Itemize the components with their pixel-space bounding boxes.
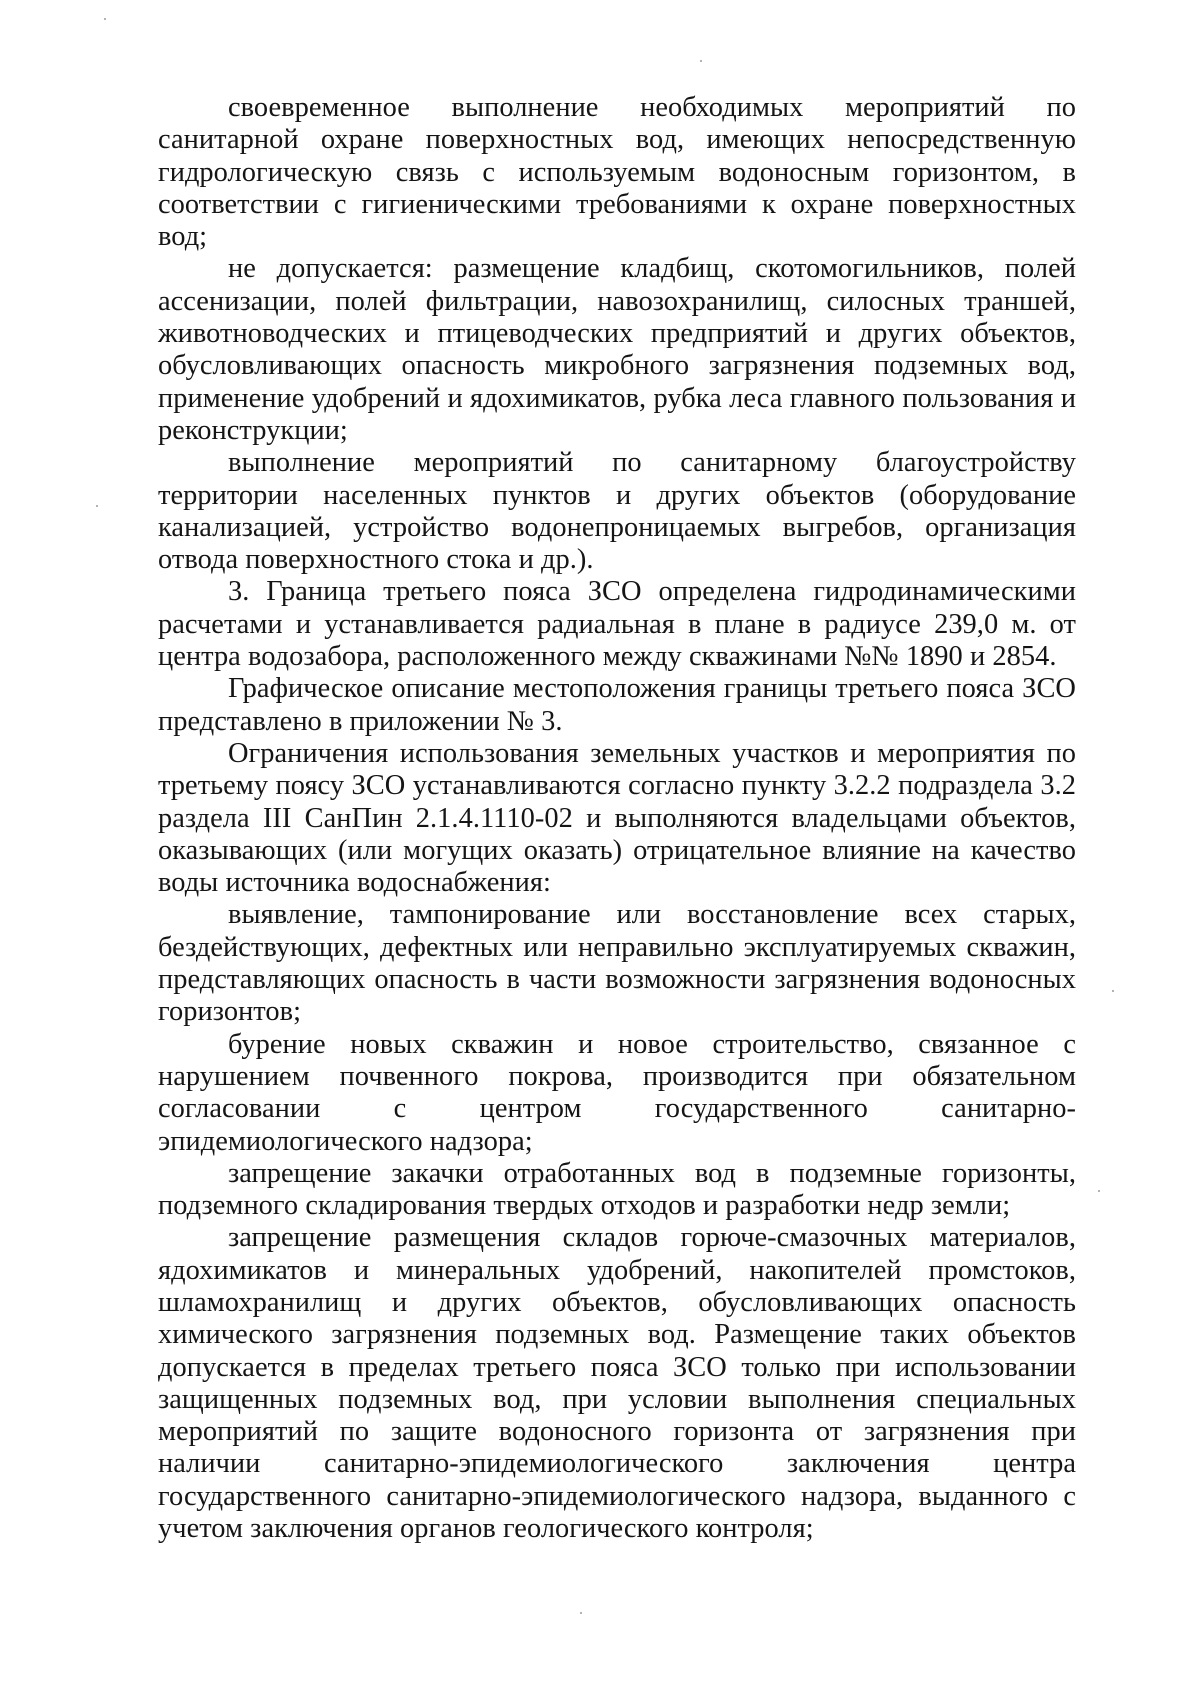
paragraph-prohibited-placement: не допускается: размещение кладбищ, скотомогильников, полей ассенизации, полей фильтрации, навозохранилищ, силосных траншей, животноводческих и птицеводческих предприятий и других объектов, обусловливающих опасность микробного загрязнения подземных вод, применение удобрений и ядохимикатов, рубка леса главного пользования и реконструкции; bbox=[158, 253, 1076, 446]
paragraph-storage-ban: запрещение размещения складов горюче-смазочных материалов, ядохимикатов и минеральных удобрений, накопителей промстоков, шламохранилищ и других объектов, обусловливающих опасность химического загрязнения подземных вод. Размещение таких объектов допускается в пределах третьего пояса ЗСО только при использовании защищенных подземных вод, при условии выполнения специальных мероприятий по защите водоносного горизонта от загрязнения при наличии санитарно-эпидемиологического заключения центра государственного санитарно-эпидемиологического надзора, выданного с учетом заключения органов геологического контроля; bbox=[158, 1222, 1076, 1545]
paragraph-surface-water-protection: своевременное выполнение необходимых мероприятий по санитарной охране поверхностных вод, имеющих непосредственную гидрологическую связь с используемым водоносным горизонтом, в соответствии с гигиеническими требованиями к охране поверхностных вод; bbox=[158, 92, 1076, 253]
paragraph-third-belt-boundary: 3. Граница третьего пояса ЗСО определена гидродинамическими расчетами и устанавливается радиальная в плане в радиусе 239,0 м. от центра водозабора, расположенного между скважинами №№ 1890 и 2854. bbox=[158, 576, 1076, 673]
paragraph-graphic-description: Графическое описание местоположения границы третьего пояса ЗСО представлено в приложении № 3. bbox=[158, 673, 1076, 737]
paragraph-injection-ban: запрещение закачки отработанных вод в подземные горизонты, подземного складирования твердых отходов и разработки недр земли; bbox=[158, 1157, 1076, 1222]
paragraph-sanitary-improvement: выполнение мероприятий по санитарному благоустройству территории населенных пунктов и других объектов (оборудование канализацией, устройство водонепроницаемых выгребов, организация отвода поверхностного стока и др.). bbox=[158, 447, 1076, 576]
paragraph-land-use-restrictions: Ограничения использования земельных участков и мероприятия по третьему поясу ЗСО устанавливаются согласно пункту 3.2.2 подраздела 3.2 раздела III СанПин 2.1.4.1110-02 и выполняются владельцами объектов, оказывающих (или могущих оказать) отрицательное влияние на качество воды источника водоснабжения: bbox=[158, 737, 1076, 899]
scan-speck bbox=[104, 18, 106, 20]
scan-speck bbox=[580, 1612, 582, 1614]
paragraph-well-identification: выявление, тампонирование или восстановление всех старых, бездействующих, дефектных или неправильно эксплуатируемых скважин, представляющих опасность в части возможности загрязнения водоносных горизонтов; bbox=[158, 899, 1076, 1028]
document-page bbox=[158, 92, 1076, 1545]
scan-speck bbox=[96, 505, 98, 507]
paragraph-drilling-construction: бурение новых скважин и новое строительство, связанное с нарушением почвенного покрова, производится при обязательном согласовании с центром государственного санитарно-эпидемиологического надзора; bbox=[158, 1028, 1076, 1157]
scan-speck bbox=[1112, 990, 1114, 992]
scan-speck bbox=[700, 60, 702, 62]
scan-speck bbox=[1098, 1190, 1100, 1192]
